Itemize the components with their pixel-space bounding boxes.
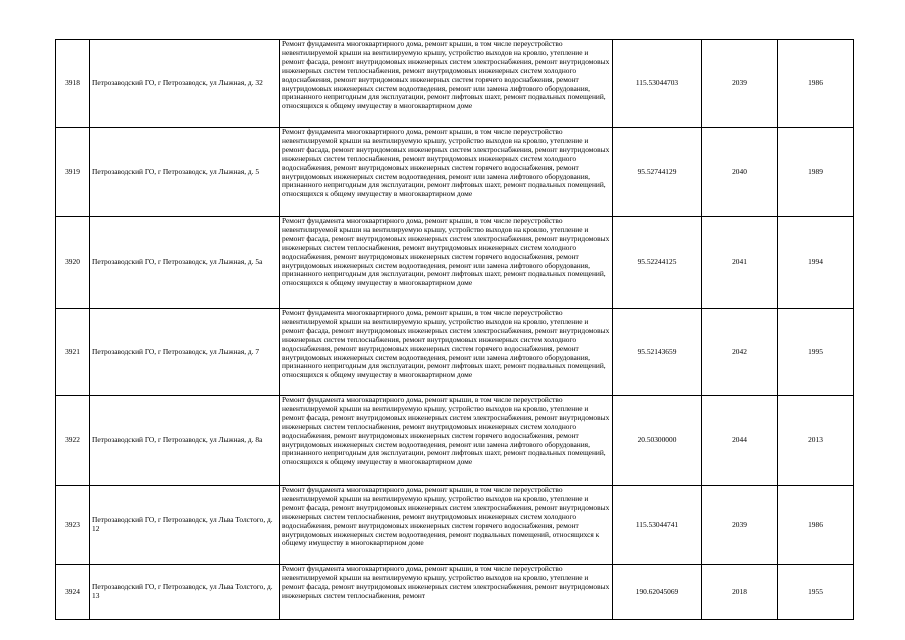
row-number: 3924	[56, 565, 90, 620]
planned-year-cell: 2042	[702, 309, 778, 396]
table-row	[56, 309, 854, 396]
repair-schedule-table	[55, 39, 854, 620]
address-cell: Петрозаводский ГО, г Петрозаводск, ул Льва Толстого, д. 12	[90, 486, 280, 565]
build-year-cell: 2013	[778, 396, 854, 486]
works-cell: Ремонт фундамента многоквартирного дома, ремонт крыши, в том числе переустройство невентилируемой крыши на вентилируемую крышу, устройство выходов на кровлю, утепление и ремонт фасада, ремонт внутридомовых инженерных систем электроснабжения, ремонт внутридомовых инженерных систем теплоснабжения, ремонт внутридомовых инженерных систем холодного водоснабжения, ремонт внутридомовых инженерных систем горячего водоснабжения, ремонт внутридомовых инженерных систем водоотведения, ремонт или замена лифтового оборудования, признанного непригодным для эксплуатации, ремонт лифтовых шахт, ремонт подвальных помещений, относящихся к общему имуществу в многоквартирном доме	[280, 396, 613, 486]
table-row	[56, 486, 854, 565]
cost-cell: 20.50300000	[613, 396, 702, 486]
build-year-cell: 1986	[778, 486, 854, 565]
row-number: 3922	[56, 396, 90, 486]
build-year-cell: 1986	[778, 40, 854, 128]
address-cell: Петрозаводский ГО, г Петрозаводск, ул Лыжная, д. 5а	[90, 217, 280, 309]
table-row	[56, 217, 854, 309]
cost-cell: 95.52744129	[613, 128, 702, 217]
row-number: 3923	[56, 486, 90, 565]
row-number: 3920	[56, 217, 90, 309]
build-year-cell: 1994	[778, 217, 854, 309]
row-number: 3921	[56, 309, 90, 396]
table-row	[56, 40, 854, 128]
planned-year-cell: 2039	[702, 40, 778, 128]
cost-cell: 95.52244125	[613, 217, 702, 309]
planned-year-cell: 2044	[702, 396, 778, 486]
cost-cell: 190.62045069	[613, 565, 702, 620]
build-year-cell: 1989	[778, 128, 854, 217]
table-row	[56, 565, 854, 620]
works-cell: Ремонт фундамента многоквартирного дома, ремонт крыши, в том числе переустройство невентилируемой крыши на вентилируемую крышу, устройство выходов на кровлю, утепление и ремонт фасада, ремонт внутридомовых инженерных систем электроснабжения, ремонт внутридомовых инженерных систем теплоснабжения, ремонт внутридомовых инженерных систем холодного водоснабжения, ремонт внутридомовых инженерных систем горячего водоснабжения, ремонт внутридомовых инженерных систем водоотведения, ремонт или замена лифтового оборудования, признанного непригодным для эксплуатации, ремонт лифтовых шахт, ремонт подвальных помещений, относящихся к общему имуществу в многоквартирном доме	[280, 40, 613, 128]
address-cell: Петрозаводский ГО, г Петрозаводск, ул Льва Толстого, д. 13	[90, 565, 280, 620]
table-row	[56, 396, 854, 486]
works-cell	[280, 565, 613, 620]
build-year-cell: 1955	[778, 565, 854, 620]
cost-cell: 115.53044741	[613, 486, 702, 565]
cost-cell: 115.53044703	[613, 40, 702, 128]
row-number: 3918	[56, 40, 90, 128]
address-cell: Петрозаводский ГО, г Петрозаводск, ул Лыжная, д. 7	[90, 309, 280, 396]
works-cell: Ремонт фундамента многоквартирного дома, ремонт крыши, в том числе переустройство невентилируемой крыши на вентилируемую крышу, устройство выходов на кровлю, утепление и ремонт фасада, ремонт внутридомовых инженерных систем электроснабжения, ремонт внутридомовых инженерных систем теплоснабжения, ремонт внутридомовых инженерных систем холодного водоснабжения, ремонт внутридомовых инженерных систем горячего водоснабжения, ремонт внутридомовых инженерных систем водоотведения, ремонт или замена лифтового оборудования, признанного непригодным для эксплуатации, ремонт лифтовых шахт, ремонт подвальных помещений, относящихся к общему имуществу в многоквартирном доме	[280, 309, 613, 396]
address-cell: Петрозаводский ГО, г Петрозаводск, ул Лыжная, д. 8а	[90, 396, 280, 486]
works-cell: Ремонт фундамента многоквартирного дома, ремонт крыши, в том числе переустройство невентилируемой крыши на вентилируемую крышу, устройство выходов на кровлю, утепление и ремонт фасада, ремонт внутридомовых инженерных систем электроснабжения, ремонт внутридомовых инженерных систем теплоснабжения, ремонт внутридомовых инженерных систем холодного водоснабжения, ремонт внутридомовых инженерных систем горячего водоснабжения, ремонт внутридомовых инженерных систем водоотведения, ремонт или замена лифтового оборудования, признанного непригодным для эксплуатации, ремонт лифтовых шахт, ремонт подвальных помещений, относящихся к общему имуществу в многоквартирном доме	[280, 128, 613, 217]
planned-year-cell: 2040	[702, 128, 778, 217]
table-row	[56, 128, 854, 217]
address-cell: Петрозаводский ГО, г Петрозаводск, ул Лыжная, д. 32	[90, 40, 280, 128]
row-number: 3919	[56, 128, 90, 217]
address-cell: Петрозаводский ГО, г Петрозаводск, ул Лыжная, д. 5	[90, 128, 280, 217]
works-cell: Ремонт фундамента многоквартирного дома, ремонт крыши, в том числе переустройство невентилируемой крыши на вентилируемую крышу, устройство выходов на кровлю, утепление и ремонт фасада, ремонт внутридомовых инженерных систем электроснабжения, ремонт внутридомовых инженерных систем теплоснабжения, ремонт внутридомовых инженерных систем холодного водоснабжения, ремонт внутридомовых инженерных систем горячего водоснабжения, ремонт внутридомовых инженерных систем водоотведения, ремонт подвальных помещений, относящихся к общему имуществу в многоквартирном доме	[280, 486, 613, 565]
planned-year-cell: 2041	[702, 217, 778, 309]
works-cell: Ремонт фундамента многоквартирного дома, ремонт крыши, в том числе переустройство невентилируемой крыши на вентилируемую крышу, устройство выходов на кровлю, утепление и ремонт фасада, ремонт внутридомовых инженерных систем электроснабжения, ремонт внутридомовых инженерных систем теплоснабжения, ремонт внутридомовых инженерных систем холодного водоснабжения, ремонт внутридомовых инженерных систем горячего водоснабжения, ремонт внутридомовых инженерных систем водоотведения, ремонт или замена лифтового оборудования, признанного непригодным для эксплуатации, ремонт лифтовых шахт, ремонт подвальных помещений, относящихся к общему имуществу в многоквартирном доме	[280, 217, 613, 309]
planned-year-cell: 2018	[702, 565, 778, 620]
works-text: Ремонт фундамента многоквартирного дома, ремонт крыши, в том числе переустройство невентилируемой крыши на вентилируемую крышу, устройство выходов на кровлю, утепление и ремонт фасада, ремонт внутридомовых инженерных систем электроснабжения, ремонт внутридомовых инженерных систем теплоснабжения, ремонт	[282, 565, 610, 600]
build-year-cell: 1995	[778, 309, 854, 396]
cost-cell: 95.52143659	[613, 309, 702, 396]
planned-year-cell: 2039	[702, 486, 778, 565]
